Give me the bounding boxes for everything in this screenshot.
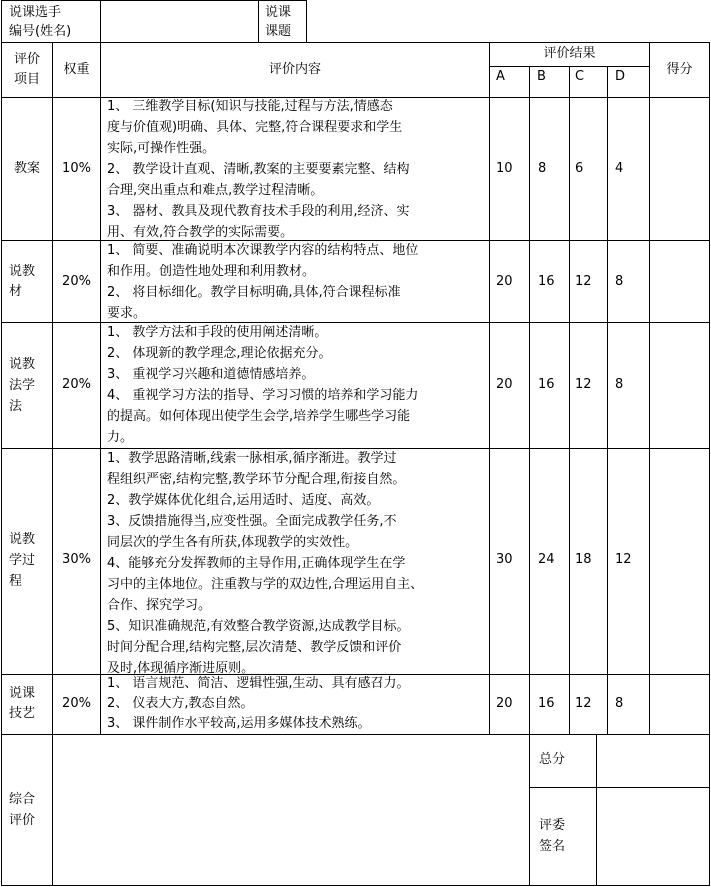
row-weight: 20% <box>62 696 91 711</box>
grid-line <box>1 0 307 1</box>
total-score-label: 总分 <box>539 752 566 767</box>
judge-signature-field[interactable] <box>600 792 705 880</box>
content-line: 和作用。创造性地处理和利用教材。 <box>107 264 316 279</box>
content-line: 要求。 <box>107 306 147 321</box>
grid-line <box>258 0 259 42</box>
content-line: 用、有效,符合教学的实际需要。 <box>107 225 294 240</box>
grid-line <box>100 42 101 734</box>
grid-line <box>607 66 608 734</box>
column-header-content: 评价内容 <box>268 62 321 77</box>
grid-line <box>489 42 490 734</box>
grid-line <box>100 0 101 42</box>
content-line: 4、能够充分发挥教师的主导作用,正确体现学生在学 <box>107 556 406 571</box>
grid-line <box>1 42 709 43</box>
content-line: 的提高。如何体现出使学生会学,培养学生哪些学习能 <box>107 409 411 424</box>
column-header-d: D <box>615 69 626 84</box>
row-item-line: 说课 <box>9 686 36 701</box>
score-c: 12 <box>575 696 592 711</box>
grid-line <box>529 66 530 885</box>
row-weight: 30% <box>62 552 91 567</box>
score-a: 20 <box>496 696 513 711</box>
column-header-item <box>2 50 52 90</box>
score-a: 20 <box>496 274 513 289</box>
content-line: 2、 体现新的教学理念,理论依据充分。 <box>107 346 332 361</box>
score-d: 4 <box>615 161 624 176</box>
judge-signature-label <box>539 815 565 857</box>
score-c: 12 <box>575 377 592 392</box>
grid-line <box>649 42 650 734</box>
summary-evaluation-label <box>9 789 35 831</box>
content-line: 2、 教学设计直观、清晰,教案的主要要素完整、结构 <box>107 162 410 177</box>
column-header-c: C <box>575 69 585 84</box>
score-c: 12 <box>575 274 592 289</box>
column-header-results: 评价结果 <box>543 46 596 61</box>
topic-label-line: 说课 <box>265 5 292 20</box>
row-item-line: 材 <box>9 284 23 299</box>
score-b: 16 <box>538 274 555 289</box>
row-item-line: 技艺 <box>9 706 36 721</box>
judge-label-line: 评委 <box>539 818 566 833</box>
grid-line <box>1 734 709 735</box>
summary-evaluation-field[interactable] <box>56 740 524 880</box>
row-weight: 20% <box>62 377 91 392</box>
content-line: 2、教学媒体优化组合,运用适时、适度、高效。 <box>107 493 380 508</box>
content-line: 5、知识准确规范,有效整合教学资源,达成教学目标。 <box>107 619 410 634</box>
grid-line <box>709 42 710 886</box>
grid-line <box>306 0 307 42</box>
row-content <box>107 674 410 734</box>
row-weight: 20% <box>62 274 91 289</box>
content-line: 3、 重视学习兴趣和道德情感培养。 <box>107 367 315 382</box>
score-d: 8 <box>615 377 624 392</box>
content-line: 2、 仪表大方,教态自然。 <box>107 696 254 711</box>
grid-line <box>1 885 709 886</box>
content-line: 1、 简要、准确说明本次课教学内容的结构特点、地位 <box>107 243 419 258</box>
grid-line <box>529 787 709 788</box>
row-item-lesson-plan: 教案 <box>13 161 40 176</box>
topic-label-line: 课题 <box>265 24 292 39</box>
content-line: 1、教学思路清晰,线索一脉相承,循序渐进。教学过 <box>107 451 397 466</box>
topic-label <box>265 3 291 41</box>
content-line: 习中的主体地位。注重教与学的双边性,合理运用自主、 <box>107 577 424 592</box>
content-line: 力。 <box>107 430 134 445</box>
score-b: 8 <box>538 161 547 176</box>
row-item-teaching-method <box>9 354 35 417</box>
content-line: 1、 三维教学目标(知识与技能,过程与方法,情感态 <box>107 99 393 114</box>
speaker-label-line: 说课选手 <box>9 5 62 20</box>
content-line: 1、 教学方法和手段的使用阐述清晰。 <box>107 325 328 340</box>
row-item-line: 法学 <box>9 378 36 393</box>
column-header-weight: 权重 <box>63 62 90 77</box>
grid-line <box>596 734 597 885</box>
row-item-line: 说教 <box>9 264 36 279</box>
content-line: 程组织严密,结构完整,教学环节分配合理,衔接自然。 <box>107 472 406 487</box>
row-item-teaching-process <box>9 529 35 592</box>
row-item-line: 学过 <box>9 553 36 568</box>
score-a: 10 <box>496 161 513 176</box>
total-score-field[interactable] <box>600 740 705 782</box>
content-line: 合理,突出重点和难点,教学过程清晰。 <box>107 183 324 198</box>
row-item-presentation-skill <box>9 684 35 724</box>
row-item-line: 程 <box>9 574 23 589</box>
score-c: 6 <box>575 161 584 176</box>
content-line: 度与价值观)明确、具体、完整,符合课程要求和学生 <box>107 120 403 135</box>
score-b: 16 <box>538 696 555 711</box>
speaker-label <box>9 3 71 41</box>
row-content <box>107 322 418 448</box>
score-d: 12 <box>615 552 632 567</box>
row-weight: 10% <box>62 161 91 176</box>
summary-label-line: 评价 <box>9 813 36 828</box>
content-line: 1、 语言规范、简洁、逻辑性强,生动、具有感召力。 <box>107 676 410 691</box>
content-line: 合作、探究学习。 <box>107 598 212 613</box>
grid-line <box>569 66 570 734</box>
row-content <box>107 96 410 243</box>
row-content <box>107 240 418 324</box>
speaker-label-line: 编号(姓名) <box>9 24 72 39</box>
content-line: 及时,体现循序渐进原则。 <box>107 661 255 676</box>
score-b: 16 <box>538 377 555 392</box>
row-item-line: 说教 <box>9 357 36 372</box>
summary-label-line: 综合 <box>9 792 36 807</box>
score-a: 30 <box>496 552 513 567</box>
column-header-b: B <box>537 69 546 84</box>
column-header-item-line: 评价 <box>13 52 40 67</box>
column-header-score: 得分 <box>666 62 693 77</box>
row-item-line: 说教 <box>9 532 36 547</box>
grid-line <box>1 0 2 886</box>
content-line: 实际,可操作性强。 <box>107 141 216 156</box>
content-line: 3、 课件制作水平较高,运用多媒体技术熟练。 <box>107 716 371 731</box>
column-header-item-line: 项目 <box>13 72 40 87</box>
content-line: 2、 将目标细化。教学目标明确,具体,符合课程标准 <box>107 285 401 300</box>
row-item-textbook <box>9 262 35 302</box>
content-line: 3、反馈措施得当,应变性强。全面完成教学任务,不 <box>107 514 397 529</box>
judge-label-line: 签名 <box>539 839 566 854</box>
content-line: 时间分配合理,结构完整,层次清楚、教学反馈和评价 <box>107 640 402 655</box>
score-c: 18 <box>575 552 592 567</box>
content-line: 同层次的学生各有所获,体现教学的实效性。 <box>107 535 359 550</box>
row-item-line: 法 <box>9 399 23 414</box>
row-content <box>107 448 423 679</box>
score-d: 8 <box>615 274 624 289</box>
score-d: 8 <box>615 696 624 711</box>
score-b: 24 <box>538 552 555 567</box>
column-header-a: A <box>496 69 505 84</box>
content-line: 4、 重视学习方法的指导、学习习惯的培养和学习能力 <box>107 388 419 403</box>
score-a: 20 <box>496 377 513 392</box>
content-line: 3、 器材、教具及现代教育技术手段的利用,经济、实 <box>107 204 410 219</box>
